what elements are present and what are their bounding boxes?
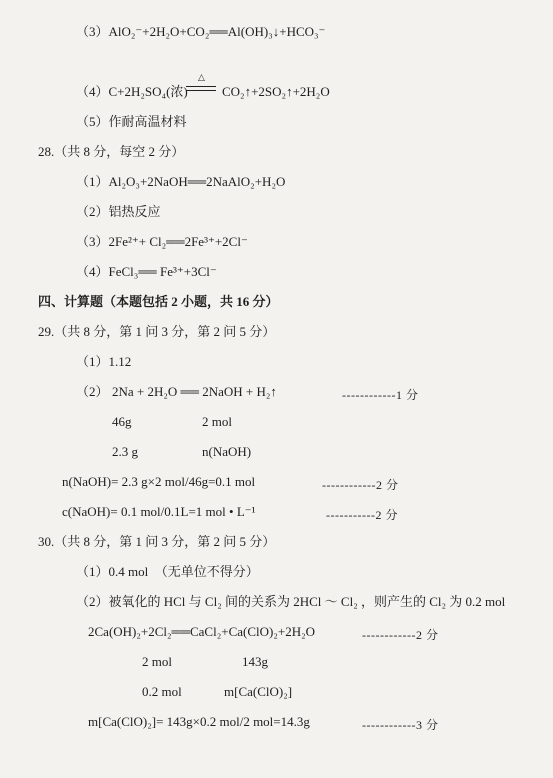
q30-header: 30.（共 8 分，第 1 问 3 分，第 2 问 5 分） xyxy=(38,534,276,549)
q29-given-mass: 2.3 g xyxy=(112,444,138,459)
q27-item5: （5）作耐高温材料 xyxy=(76,114,187,129)
q29-score-2: ------------2 分 xyxy=(322,478,399,492)
q29-equation: 2Na + 2H₂O ══ 2NaOH + H₂↑ xyxy=(112,384,277,399)
q30-given-mol: 0.2 mol xyxy=(142,684,182,699)
q30-calc-mass: m[Ca(ClO)₂]= 143g×0.2 mol/2 mol=14.3g xyxy=(88,714,310,729)
q30-part1: （1）0.4 mol （无单位不得分） xyxy=(76,564,259,579)
q29-header: 29.（共 8 分，第 1 问 3 分，第 2 问 5 分） xyxy=(38,324,276,339)
q27-item4-left: （4）C+2H₂SO₄(浓) xyxy=(76,84,188,99)
q29-unknown: n(NaOH) xyxy=(202,444,252,459)
q30-equation: 2Ca(OH)₂+2Cl₂══CaCl₂+Ca(ClO)₂+2H₂O xyxy=(88,624,316,639)
q30-mass-caclo2: 143g xyxy=(242,654,268,669)
q30-mol-cl2: 2 mol xyxy=(142,654,172,669)
q29-calc-c: c(NaOH)= 0.1 mol/0.1L=1 mol • L⁻¹ xyxy=(62,504,256,519)
q27-item4-right: CO₂↑+2SO₂↑+2H₂O xyxy=(222,84,330,99)
q29-mass-na: 46g xyxy=(112,414,132,429)
equals-line-bottom xyxy=(186,90,216,91)
q29-mol-naoh: 2 mol xyxy=(202,414,232,429)
q29-part2-label: （2） xyxy=(76,384,109,399)
q30-part2: （2）被氧化的 HCl 与 Cl₂ 间的关系为 2HCl ～ Cl₂ ，则产生的 Cl₂ 为 0.2 mol xyxy=(76,594,506,609)
q29-part1: （1）1.12 xyxy=(76,354,132,369)
q29-calc-n: n(NaOH)= 2.3 g×2 mol/46g=0.1 mol xyxy=(62,474,256,489)
q28-header: 28.（共 8 分，每空 2 分） xyxy=(38,144,185,159)
q30-score-1: ------------2 分 xyxy=(362,628,439,642)
section-heading: 四、计算题（本题包括 2 小题，共 16 分） xyxy=(38,294,279,309)
q28-item1: （1）Al₂O₃+2NaOH══2NaAlO₂+H₂O xyxy=(76,174,286,189)
q28-item3: （3）2Fe²⁺+ Cl₂══2Fe³⁺+2Cl⁻ xyxy=(76,234,248,249)
q27-item3: （3）AlO₂⁻+2H₂O+CO₂══Al(OH)₃↓+HCO₃⁻ xyxy=(76,24,326,39)
q30-unknown: m[Ca(ClO)₂] xyxy=(224,684,293,699)
equals-line-top xyxy=(186,86,216,87)
q30-score-2: ------------3 分 xyxy=(362,718,439,732)
q29-score-1: ------------1 分 xyxy=(342,388,419,402)
q28-item2: （2）铝热反应 xyxy=(76,204,161,219)
heat-symbol: △ xyxy=(198,72,205,82)
q29-score-3: -----------2 分 xyxy=(326,508,398,522)
q28-item4: （4）FeCl₃══ Fe³⁺+3Cl⁻ xyxy=(76,264,217,279)
